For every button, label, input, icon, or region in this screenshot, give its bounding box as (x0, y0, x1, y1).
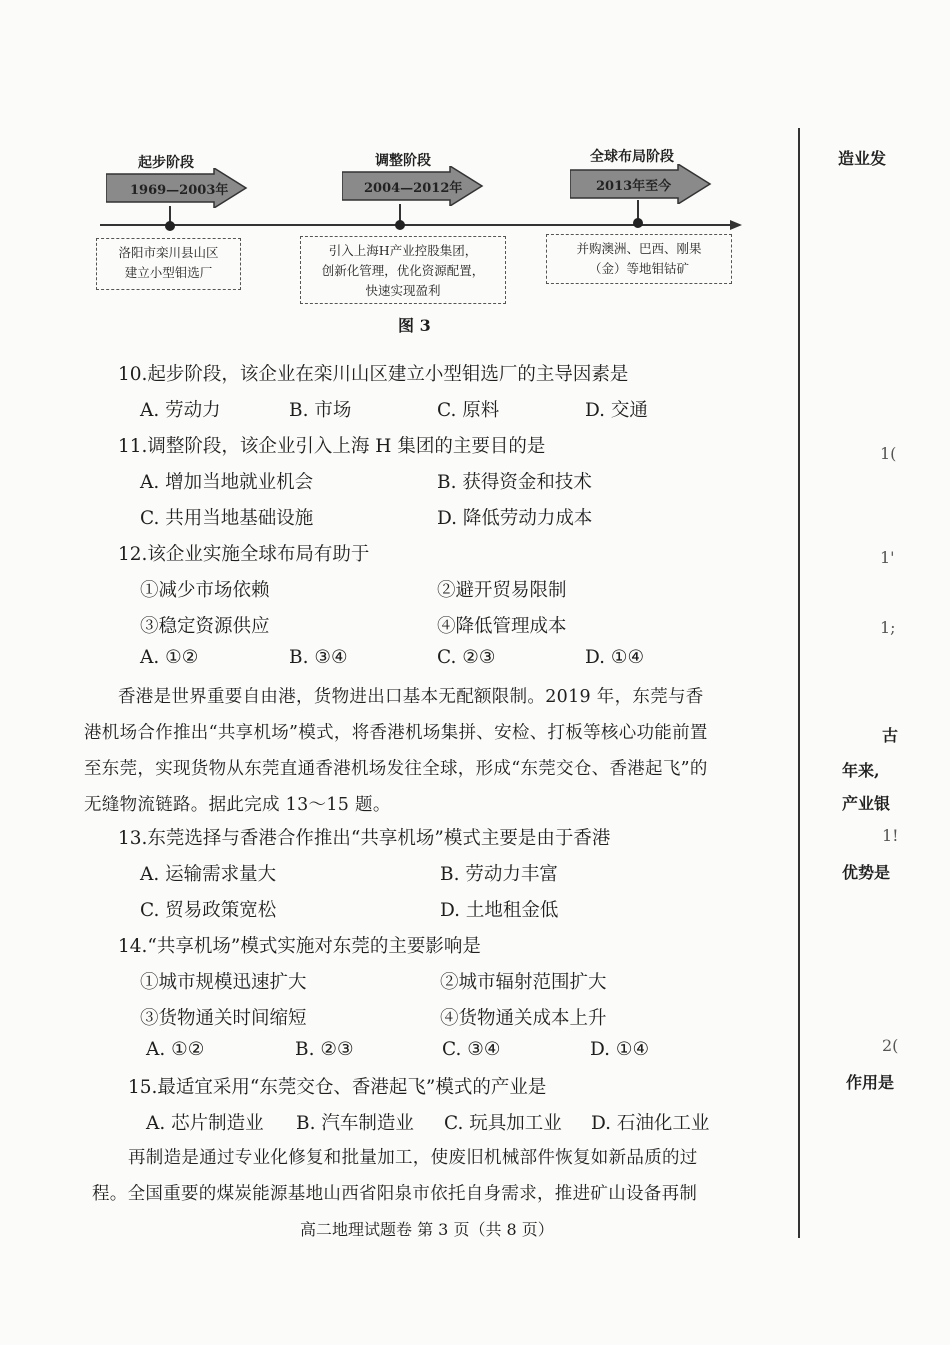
q14-option-b: B. ②③ (295, 1039, 354, 1060)
q15-option-b: B. 汽车制造业 (296, 1113, 414, 1134)
q14-option-a: A. ①② (146, 1039, 205, 1060)
stage-1-box-line: 建立小型钼选厂 (124, 265, 213, 280)
q14-option-d: D. ①④ (590, 1039, 650, 1060)
q12-option-c: C. ②③ (437, 647, 496, 668)
q12-option-d: D. ①④ (585, 647, 645, 668)
q12-item-3: ③稳定资源供应 (140, 616, 270, 637)
q14-item-4: ④货物通关成本上升 (440, 1008, 607, 1029)
q11-option-b: B. 获得资金和技术 (437, 472, 592, 493)
question-13-stem: 13.东莞选择与香港合作推出“共享机场”模式主要是由于香港 (118, 828, 611, 849)
stage-3-box-line: 并购澳洲、巴西、刚果 (576, 241, 702, 256)
side-fragment: 优势是 (842, 863, 891, 882)
q13-option-d: D. 土地租金低 (440, 900, 559, 921)
passage-1-line: 至东莞，实现货物从东莞直通香港机场发往全球，形成“东莞交仓、香港起飞”的 (84, 759, 708, 779)
side-fragment: 1! (882, 826, 899, 845)
stage-1-dot (165, 221, 175, 231)
passage-1-line: 香港是世界重要自由港，货物进出口基本无配额限制。2019 年，东莞与香 (118, 687, 704, 707)
q15-option-a: A. 芯片制造业 (146, 1113, 264, 1134)
q11-option-d: D. 降低劳动力成本 (437, 508, 593, 529)
side-fragment: 造业发 (838, 149, 887, 168)
stage-3-box-line: （金）等地钼钴矿 (588, 261, 689, 276)
side-fragment: 2( (882, 1036, 899, 1055)
q10-option-d: D. 交通 (585, 400, 648, 421)
stage-2-box-line: 创新化管理，优化资源配置， (321, 263, 485, 278)
page-footer: 高二地理试题卷 第 3 页（共 8 页） (300, 1220, 554, 1239)
side-fragment: 1' (880, 548, 895, 567)
stage-2-period: 2004—2012年 (364, 181, 463, 196)
q12-item-2: ②避开贸易限制 (437, 580, 567, 601)
q12-option-a: A. ①② (140, 647, 199, 668)
q12-option-b: B. ③④ (289, 647, 348, 668)
q10-option-b: B. 市场 (289, 400, 352, 421)
passage-1-line: 无缝物流链路。据此完成 13～15 题。 (84, 795, 391, 815)
stage-1-box (96, 238, 241, 290)
stage-2-dot (395, 220, 405, 230)
stage-2-box (300, 236, 506, 304)
q15-option-d: D. 石油化工业 (591, 1113, 710, 1134)
passage-2-line: 再制造是通过专业化修复和批量加工，使废旧机械部件恢复如新品质的过 (128, 1148, 698, 1168)
q14-item-2: ②城市辐射范围扩大 (440, 972, 607, 993)
q13-option-b: B. 劳动力丰富 (440, 864, 558, 885)
passage-2-line: 程。全国重要的煤炭能源基地山西省阳泉市依托自身需求，推进矿山设备再制 (92, 1184, 698, 1204)
side-fragment: 1( (880, 444, 897, 463)
passage-1-line: 港机场合作推出“共享机场”模式，将香港机场集拼、安检、打板等核心功能前置 (84, 723, 708, 743)
q15-option-c: C. 玩具加工业 (444, 1113, 562, 1134)
question-15-stem: 15.最适宜采用“东莞交仓、香港起飞”模式的产业是 (128, 1077, 547, 1098)
stage-1-box-line: 洛阳市栾川县山区 (118, 245, 219, 260)
question-10-stem: 10.起步阶段，该企业在栾川山区建立小型钼选厂的主导因素是 (118, 364, 629, 385)
q10-option-c: C. 原料 (437, 400, 500, 421)
page-divider (798, 128, 800, 1238)
q12-item-1: ①减少市场依赖 (140, 580, 270, 601)
q11-option-c: C. 共用当地基础设施 (140, 508, 314, 529)
side-fragment: 作用是 (846, 1073, 895, 1092)
q11-option-a: A. 增加当地就业机会 (140, 472, 314, 493)
q13-option-c: C. 贸易政策宽松 (140, 900, 277, 921)
stage-2-box-line: 引入上海H产业控股集团， (328, 243, 478, 258)
side-fragment: 古 (882, 726, 899, 745)
q10-option-a: A. 劳动力 (140, 400, 221, 421)
stage-2-title: 调整阶段 (375, 153, 431, 169)
question-12-stem: 12.该企业实施全球布局有助于 (118, 544, 370, 565)
q13-option-a: A. 运输需求量大 (140, 864, 277, 885)
side-fragment: 1; (880, 618, 896, 637)
question-14-stem: 14.“共享机场”模式实施对东莞的主要影响是 (118, 936, 481, 957)
side-fragment: 产业银 (842, 794, 891, 813)
stage-1-title: 起步阶段 (138, 155, 194, 171)
q12-item-4: ④降低管理成本 (437, 616, 567, 637)
stage-3-title: 全球布局阶段 (590, 149, 674, 165)
stage-3-box (546, 234, 732, 284)
stage-3-period: 2013年至今 (596, 179, 672, 194)
q14-option-c: C. ③④ (442, 1039, 501, 1060)
timeline-axis (100, 215, 745, 235)
q14-item-3: ③货物通关时间缩短 (140, 1008, 307, 1029)
question-11-stem: 11.调整阶段，该企业引入上海 H 集团的主要目的是 (118, 436, 546, 457)
stage-1-period: 1969—2003年 (130, 183, 229, 198)
q14-item-1: ①城市规模迅速扩大 (140, 972, 307, 993)
stage-2-box-line: 快速实现盈利 (365, 283, 441, 298)
side-fragment: 年来, (842, 761, 880, 780)
figure-caption: 图 3 (398, 316, 431, 335)
stage-3-dot (633, 218, 643, 228)
